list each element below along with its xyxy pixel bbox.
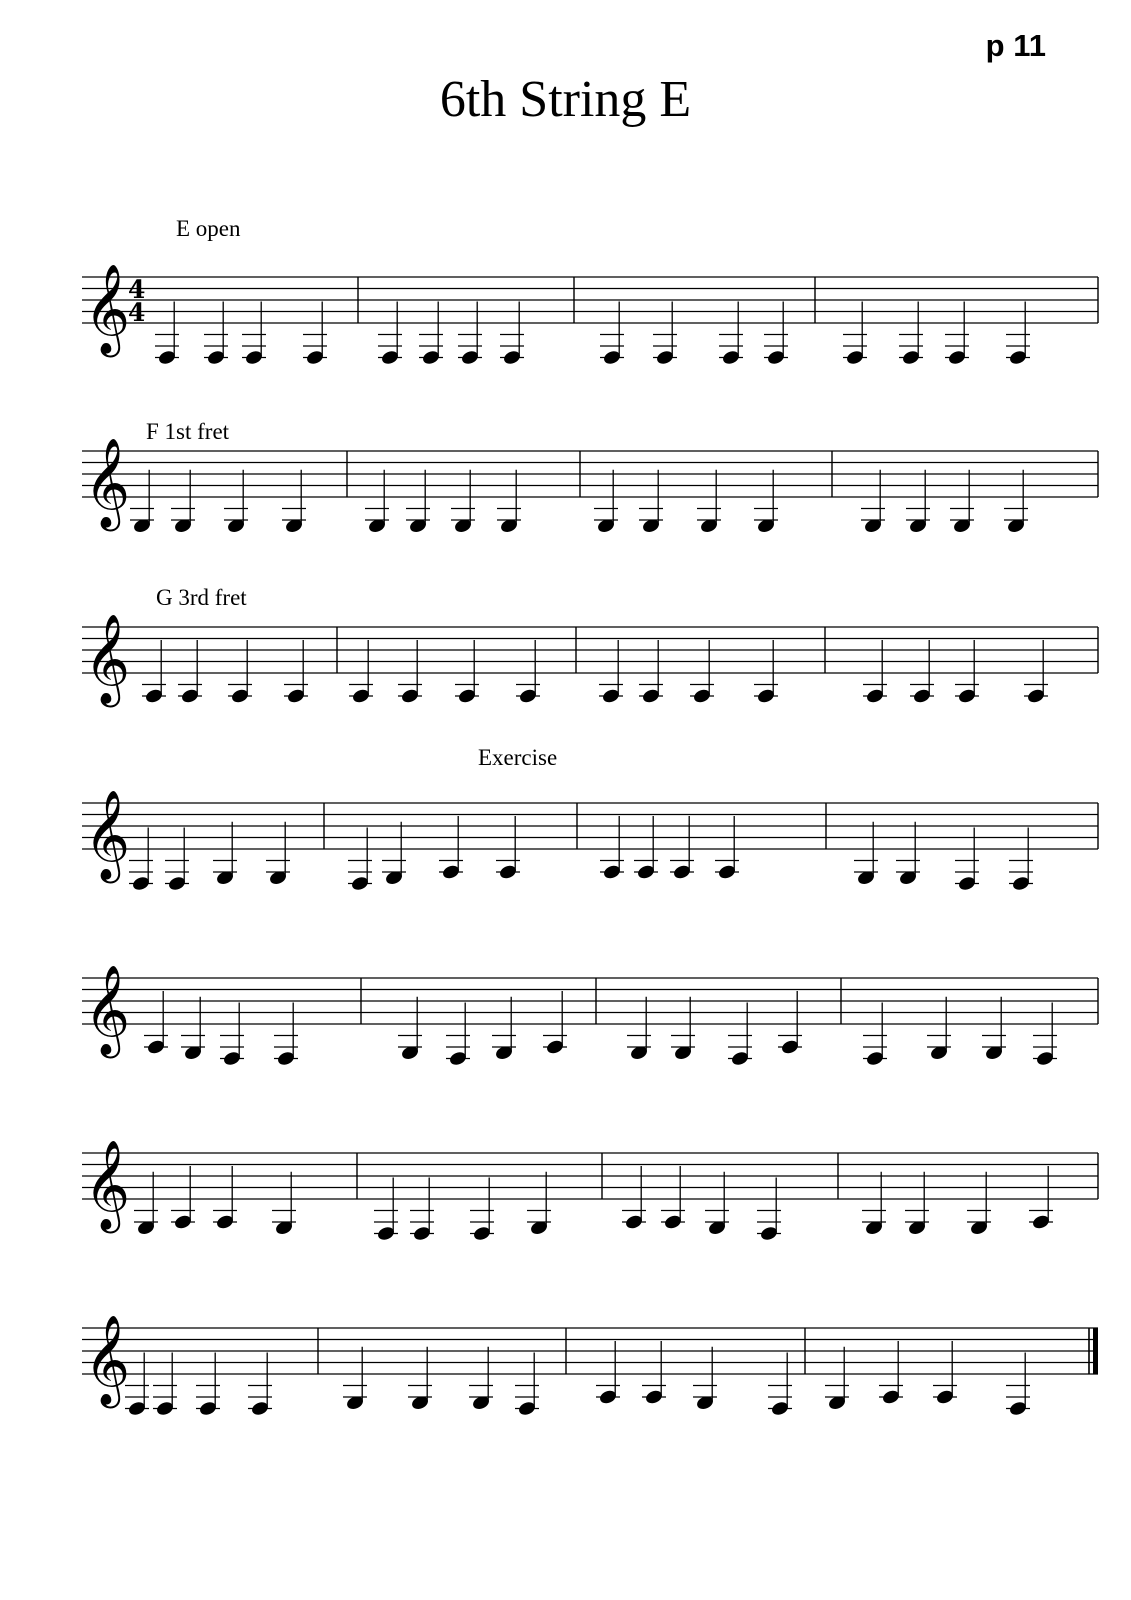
note-F — [365, 470, 389, 534]
note-F — [382, 822, 406, 886]
note-F — [950, 470, 974, 534]
note-F — [862, 1172, 886, 1236]
note-F — [130, 470, 154, 534]
time-signature-bottom: 4 — [128, 298, 146, 327]
note-F — [181, 997, 205, 1061]
note-F — [896, 822, 920, 886]
note-F — [469, 1347, 493, 1411]
section-label: Exercise — [478, 745, 558, 770]
note-F — [266, 822, 290, 886]
note-F — [408, 1347, 432, 1411]
treble-clef-icon: 𝄞 — [84, 264, 131, 354]
note-F — [854, 822, 878, 886]
treble-clef-icon: 𝄞 — [84, 965, 131, 1055]
staff-system — [82, 1140, 1098, 1242]
staff-system — [82, 745, 1098, 892]
note-F — [627, 997, 651, 1061]
note-F — [982, 997, 1006, 1061]
note-F — [398, 997, 422, 1061]
note-F — [343, 1347, 367, 1411]
section-label: G 3rd fret — [156, 585, 247, 610]
note-F — [492, 997, 516, 1061]
note-F — [272, 1172, 296, 1236]
note-F — [282, 470, 306, 534]
treble-clef-icon: 𝄞 — [84, 790, 131, 880]
note-F — [905, 1172, 929, 1236]
section-label: F 1st fret — [146, 419, 230, 444]
staff-system — [82, 419, 1098, 534]
treble-clef-icon: 𝄞 — [84, 614, 131, 704]
note-F — [967, 1172, 991, 1236]
note-F — [639, 470, 663, 534]
note-F — [754, 470, 778, 534]
note-F — [861, 470, 885, 534]
staff-system — [82, 585, 1098, 708]
note-F — [594, 470, 618, 534]
page-title: 6th String E — [439, 71, 692, 128]
treble-clef-icon: 𝄞 — [84, 1140, 131, 1230]
note-F — [224, 470, 248, 534]
section-label: E open — [176, 216, 241, 241]
treble-clef-icon: 𝄞 — [84, 1315, 131, 1405]
note-F — [697, 470, 721, 534]
staff-system — [82, 216, 1098, 366]
final-barline-thick — [1093, 1328, 1098, 1374]
note-F — [906, 470, 930, 534]
note-F — [1004, 470, 1028, 534]
note-F — [451, 470, 475, 534]
note-F — [213, 822, 237, 886]
staff-system — [82, 965, 1098, 1067]
note-F — [406, 470, 430, 534]
page-number: p 11 — [985, 28, 1046, 63]
note-F — [927, 997, 951, 1061]
staff-system — [82, 1315, 1098, 1417]
note-F — [497, 470, 521, 534]
time-signature-top: 4 — [128, 275, 146, 304]
note-F — [705, 1172, 729, 1236]
note-F — [171, 470, 195, 534]
note-F — [527, 1172, 551, 1236]
note-F — [671, 997, 695, 1061]
note-F — [825, 1347, 849, 1411]
note-F — [134, 1172, 158, 1236]
treble-clef-icon: 𝄞 — [84, 438, 131, 528]
note-F — [693, 1347, 717, 1411]
